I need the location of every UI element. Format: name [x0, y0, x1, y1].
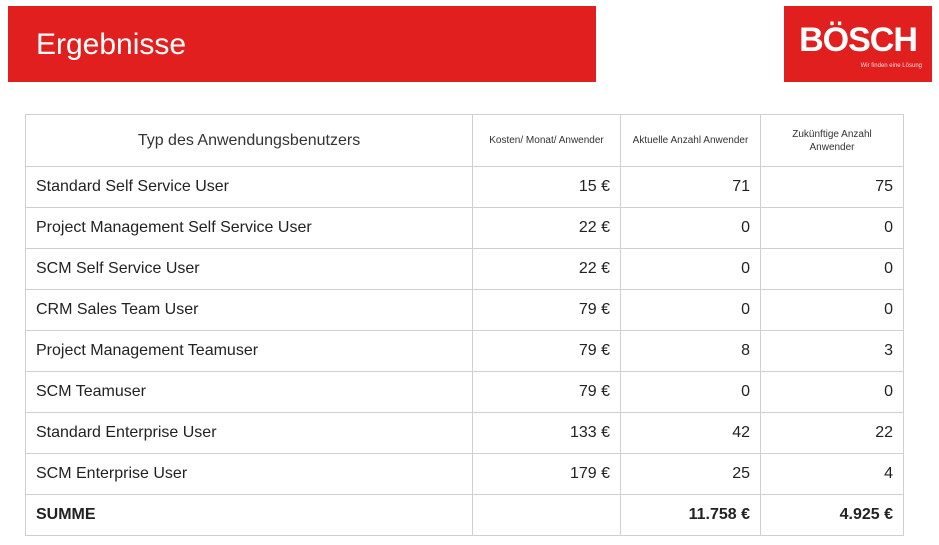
cell-type: SCM Self Service User	[26, 249, 473, 290]
cell-current: 0	[621, 290, 761, 331]
cell-type: Project Management Self Service User	[26, 208, 473, 249]
cell-type: Standard Enterprise User	[26, 413, 473, 454]
header-current-count: Aktuelle Anzahl Anwender	[621, 115, 761, 167]
table-row	[26, 372, 904, 413]
cell-current: 0	[621, 372, 761, 413]
cell-current: 25	[621, 454, 761, 495]
cell-type: SCM Teamuser	[26, 372, 473, 413]
sum-row	[26, 495, 904, 536]
cell-type: CRM Sales Team User	[26, 290, 473, 331]
table-row	[26, 208, 904, 249]
table-row	[26, 167, 904, 208]
sum-current: 11.758 €	[621, 495, 761, 536]
cell-current: 0	[621, 249, 761, 290]
cell-cost: 79 €	[473, 331, 621, 372]
cell-future: 0	[761, 208, 904, 249]
cell-current: 71	[621, 167, 761, 208]
header-type: Typ des Anwendungsbenutzers	[26, 115, 473, 167]
table-row	[26, 413, 904, 454]
cell-future: 75	[761, 167, 904, 208]
header-banner	[8, 6, 596, 82]
logo-wordmark: BÖSCH	[799, 21, 917, 59]
sum-cost	[473, 495, 621, 536]
cell-future: 0	[761, 249, 904, 290]
page-title: Ergebnisse	[36, 28, 187, 61]
cell-future: 3	[761, 331, 904, 372]
table-row	[26, 249, 904, 290]
cell-type: Project Management Teamuser	[26, 331, 473, 372]
cell-cost: 22 €	[473, 208, 621, 249]
cell-current: 0	[621, 208, 761, 249]
brand-logo	[784, 6, 932, 82]
cell-type: Standard Self Service User	[26, 167, 473, 208]
cell-cost: 179 €	[473, 454, 621, 495]
sum-label: SUMME	[26, 495, 473, 536]
table-header-row	[26, 115, 904, 167]
cell-future: 4	[761, 454, 904, 495]
cell-cost: 79 €	[473, 372, 621, 413]
cell-current: 42	[621, 413, 761, 454]
cell-future: 0	[761, 372, 904, 413]
results-table	[25, 114, 904, 536]
cell-current: 8	[621, 331, 761, 372]
cell-cost: 133 €	[473, 413, 621, 454]
cell-future: 22	[761, 413, 904, 454]
table-row	[26, 290, 904, 331]
cell-cost: 15 €	[473, 167, 621, 208]
table-row	[26, 331, 904, 372]
cell-cost: 79 €	[473, 290, 621, 331]
sum-future: 4.925 €	[761, 495, 904, 536]
header-future-count: Zukünftige Anzahl Anwender	[761, 115, 904, 167]
cell-cost: 22 €	[473, 249, 621, 290]
table-row	[26, 454, 904, 495]
header-cost: Kosten/ Monat/ Anwender	[473, 115, 621, 167]
cell-type: SCM Enterprise User	[26, 454, 473, 495]
logo-tagline: Wir finden eine Lösung	[860, 63, 922, 69]
cell-future: 0	[761, 290, 904, 331]
